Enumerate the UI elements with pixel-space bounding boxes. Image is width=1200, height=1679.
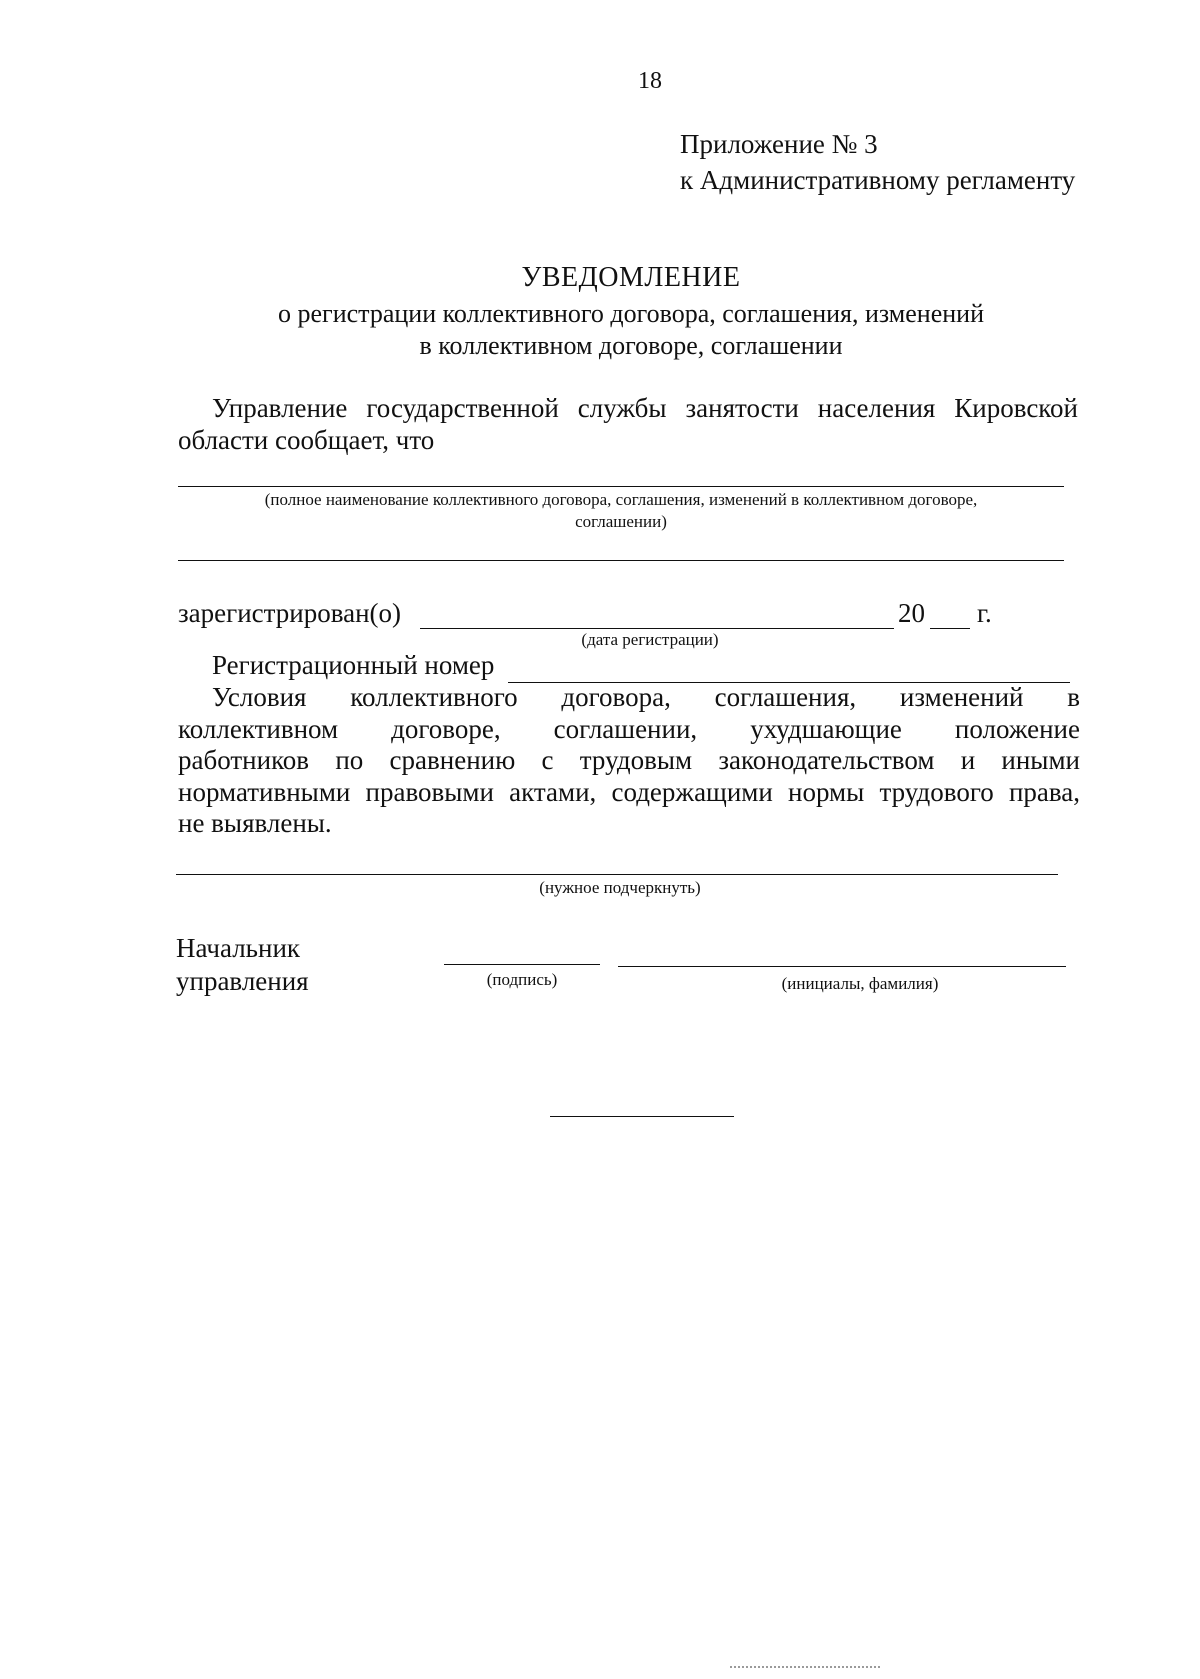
underline-needed-caption: (нужное подчеркнуть) <box>539 878 701 897</box>
initials-surname-line[interactable] <box>618 966 1066 967</box>
conditions-line-1: Условия коллективного договора, соглашения, изменений в <box>212 682 1080 712</box>
signatory-line-1: Начальник <box>176 933 301 963</box>
registration-number-label: Регистрационный номер <box>212 650 495 680</box>
scan-artifact-line <box>730 1666 880 1668</box>
conditions-line-4: нормативными правовыми актами, содержащими нормы трудового права, <box>178 776 1080 807</box>
conditions-line-5: не выявлены. <box>178 808 332 838</box>
underline-needed-line[interactable] <box>176 874 1058 875</box>
full-name-caption-1: (полное наименование коллективного договора, соглашения, изменений в коллективном договоре, <box>264 490 978 509</box>
registration-year-suffix: г. <box>977 598 992 628</box>
conditions-paragraph <box>178 682 1080 840</box>
registered-label: зарегистрирован(о) <box>178 598 402 628</box>
conditions-line-2: коллективном договоре, соглашении, ухудшающие положение <box>178 713 1080 744</box>
signature-line[interactable] <box>444 964 600 965</box>
initials-surname-caption: (инициалы, фамилия) <box>781 974 939 993</box>
full-name-caption-2: соглашении) <box>575 512 667 531</box>
appendix-reference <box>680 126 1075 198</box>
conditions-line-3: работников по сравнению с трудовым законодательством и иными <box>178 745 1080 775</box>
registration-year-prefix: 20 <box>898 598 925 628</box>
page-number: 18 <box>638 68 662 94</box>
registration-year-line[interactable] <box>930 628 970 629</box>
subtitle-line-2: в коллективном договоре, соглашении <box>419 331 843 360</box>
signatory-line-2: управления <box>176 966 309 996</box>
intro-line-1: Управление государственной службы занятости населения Кировской <box>212 393 1078 423</box>
document-subtitle <box>0 298 1200 362</box>
appendix-regulation: к Административному регламенту <box>680 165 1076 195</box>
subtitle-line-1: о регистрации коллективного договора, соглашения, изменений <box>278 299 984 328</box>
registration-date-line[interactable] <box>420 628 894 629</box>
closing-separator-line <box>550 1116 734 1117</box>
document-title: УВЕДОМЛЕНИЕ <box>521 262 741 293</box>
full-name-line-2[interactable] <box>178 560 1064 561</box>
signature-caption: (подпись) <box>486 970 558 989</box>
intro-paragraph <box>178 392 1078 456</box>
signatory-title <box>176 932 309 998</box>
full-name-line-1[interactable] <box>178 486 1064 487</box>
intro-line-2: области сообщает, что <box>178 425 435 455</box>
registration-date-caption: (дата регистрации) <box>581 630 719 649</box>
appendix-number: Приложение № 3 <box>680 129 878 159</box>
